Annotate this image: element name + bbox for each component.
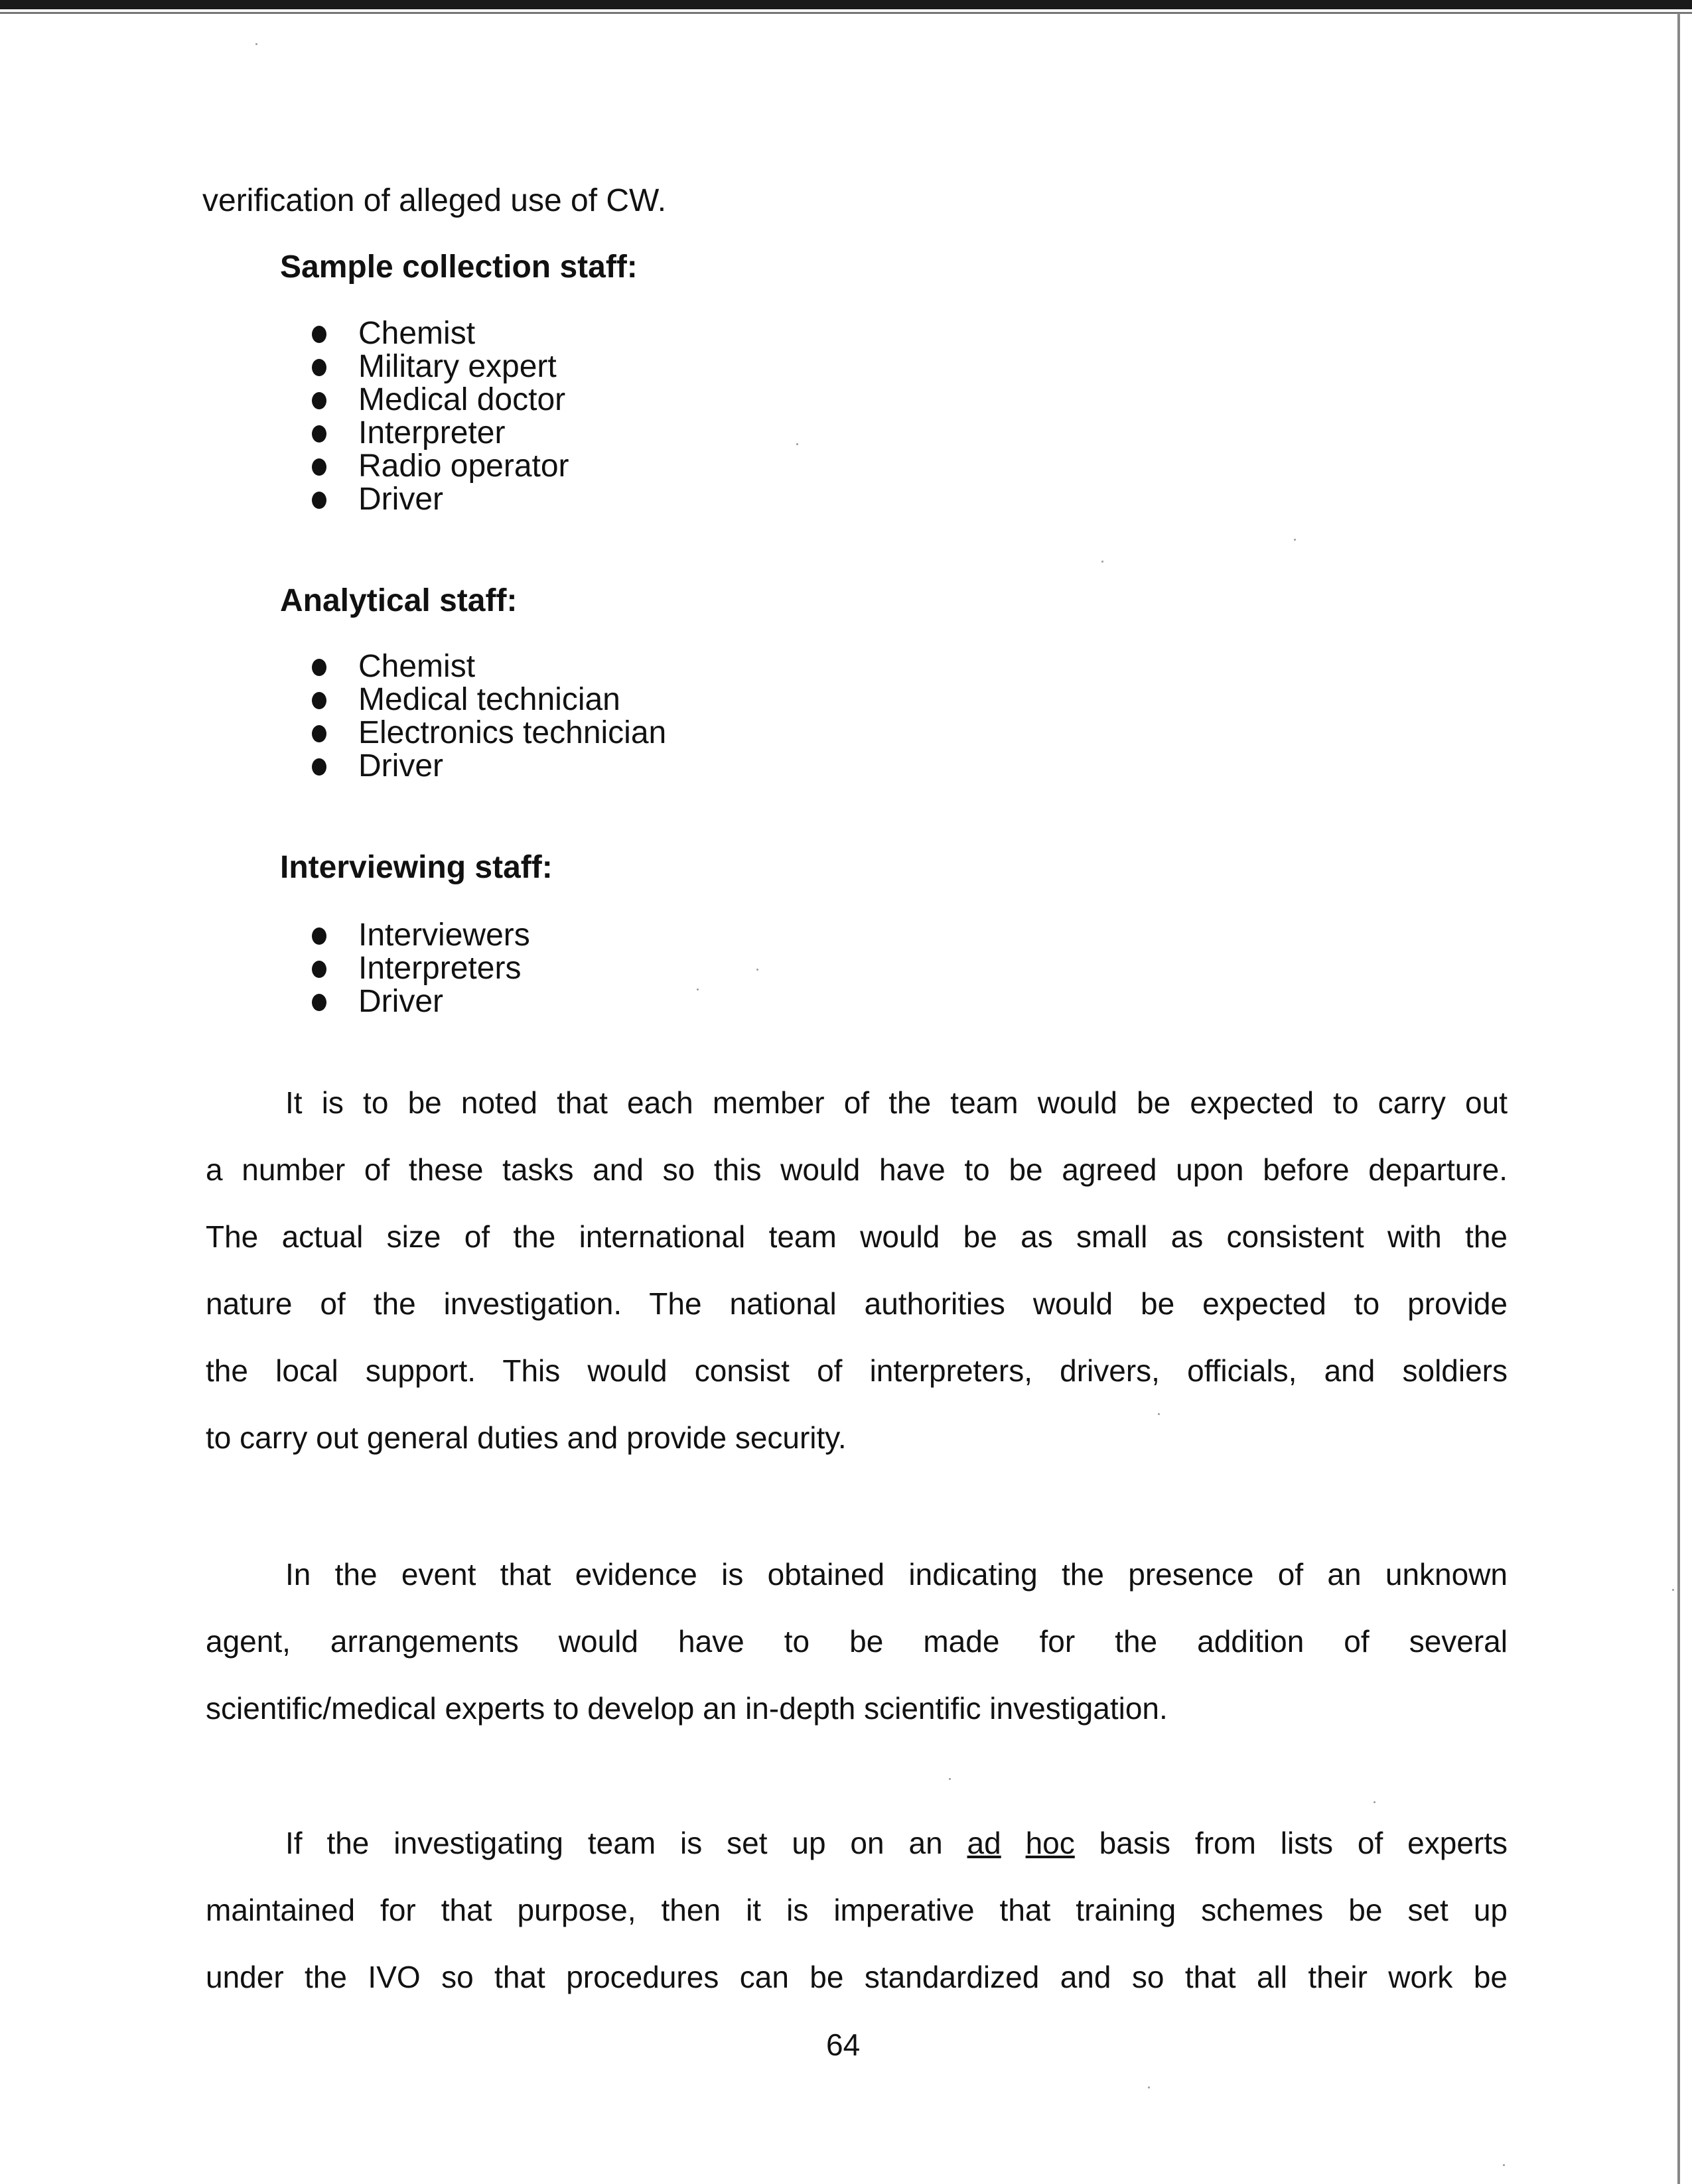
paragraph-team-tasks <box>206 1084 1508 1486</box>
bullet-icon <box>312 692 326 709</box>
scan-speck <box>697 989 699 990</box>
scan-speck <box>949 1778 951 1780</box>
scan-speck <box>255 43 257 45</box>
list-item: Medical doctor <box>312 383 569 417</box>
bullet-icon <box>312 659 326 676</box>
list-item: Driver <box>312 483 569 516</box>
list-item: Military expert <box>312 350 569 383</box>
bullet-icon <box>312 994 326 1011</box>
page-number: 64 <box>826 2027 861 2062</box>
paragraph-line: to carry out general duties and provide security. <box>206 1420 847 1455</box>
paragraph-line: the local support. This would consist of interpreters, drivers, officials, and soldiers <box>206 1353 1508 1388</box>
paragraph-line: It is to be noted that each member of the team would be expected to carry out <box>285 1085 1508 1120</box>
interviewing-list <box>312 919 530 1018</box>
section-heading-sample-collection: Sample collection staff: <box>280 249 638 285</box>
list-item: Chemist <box>312 650 666 683</box>
scan-speck <box>796 443 798 445</box>
analytical-list <box>312 650 666 783</box>
paragraph-line: maintained for that purpose, then it is imperative that training schemes be set up <box>206 1893 1508 1927</box>
bullet-icon <box>312 425 326 443</box>
scan-speck <box>1101 561 1103 563</box>
list-item: Chemist <box>312 317 569 350</box>
scan-speck <box>1148 2086 1150 2088</box>
bullet-icon <box>312 392 326 409</box>
bullet-icon <box>312 725 326 742</box>
list-item: Driver <box>312 985 530 1018</box>
paragraph-line: If the investigating team is set up on an ad hoc basis from lists of experts <box>285 1826 1508 1860</box>
scan-speck <box>756 969 758 971</box>
bullet-icon <box>312 326 326 343</box>
list-item: Radio operator <box>312 450 569 483</box>
section-heading-interviewing: Interviewing staff: <box>280 850 553 885</box>
bullet-icon <box>312 758 326 776</box>
section-heading-analytical: Analytical staff: <box>280 583 518 618</box>
scan-speck <box>1294 539 1296 541</box>
bullet-icon <box>312 492 326 509</box>
paragraph-line: a number of these tasks and so this would have to be agreed upon before departure. <box>206 1152 1508 1187</box>
paragraph-line: scientific/medical experts to develop an in-depth scientific investigation. <box>206 1691 1168 1726</box>
scan-speck <box>1503 2164 1505 2166</box>
bullet-icon <box>312 458 326 476</box>
paragraph-unknown-agent <box>206 1556 1508 1757</box>
list-item: Interpreter <box>312 417 569 450</box>
paragraph-line: nature of the investigation. The national authorities would be expected to provide <box>206 1286 1508 1321</box>
list-item: Electronics technician <box>312 717 666 750</box>
bullet-icon <box>312 927 326 945</box>
scan-speck <box>1158 1413 1160 1415</box>
underlined-ad: ad <box>967 1826 1001 1860</box>
list-item: Driver <box>312 750 666 783</box>
underlined-hoc: hoc <box>1025 1826 1075 1860</box>
paragraph-line: agent, arrangements would have to be made for the addition of several <box>206 1624 1508 1659</box>
list-item: Medical technician <box>312 683 666 717</box>
list-item: Interviewers <box>312 919 530 952</box>
sample-collection-list <box>312 317 569 516</box>
paragraph-line: under the IVO so that procedures can be standardized and so that all their work be <box>206 1960 1508 1994</box>
paragraph-line: The actual size of the international team would be as small as consistent with the <box>206 1219 1508 1254</box>
list-item: Interpreters <box>312 952 530 985</box>
paragraph-training-schemes <box>206 1824 1508 2025</box>
scan-speck <box>1672 1589 1674 1591</box>
bullet-icon <box>312 359 326 376</box>
bullet-icon <box>312 961 326 978</box>
paragraph-line: In the event that evidence is obtained indicating the presence of an unknown <box>285 1557 1508 1592</box>
intro-line: verification of alleged use of CW. <box>202 183 667 218</box>
scan-speck <box>1374 1801 1375 1803</box>
